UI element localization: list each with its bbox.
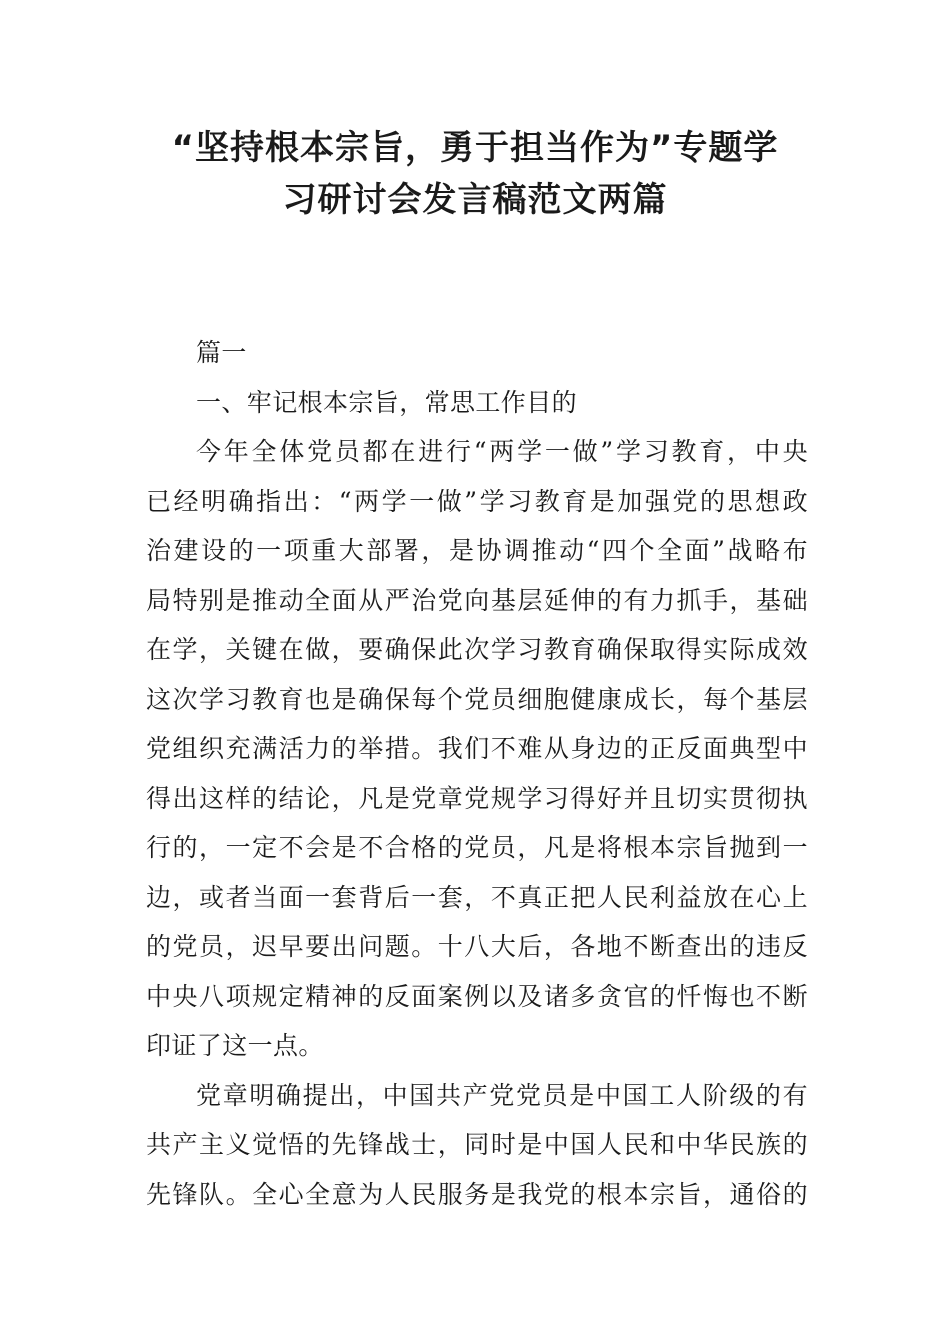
paragraph-line: 在学，关键在做，要确保此次学习教育确保取得实际成效 — [146, 635, 808, 664]
paragraph-line: 已经明确指出：“两学一做”学习教育是加强党的思想政 — [146, 486, 808, 516]
paragraph-line: 今年全体党员都在进行“两学一做”学习教育，中央 — [196, 437, 808, 466]
paragraph-line: 这次学习教育也是确保每个党员细胞健康成长，每个基层 — [146, 684, 808, 714]
document-title — [140, 122, 810, 226]
paragraph-line: 局特别是推动全面从严治党向基层延伸的有力抓手，基础 — [146, 585, 808, 615]
paragraph-1 — [146, 427, 808, 1071]
paragraph-line: 党章明确提出，中国共产党党员是中国工人阶级的有 — [196, 1080, 808, 1110]
section-label: 篇一 — [196, 338, 247, 367]
paragraph-line: 中央八项规定精神的反面案例以及诸多贪官的忏悔也不断 — [146, 981, 808, 1011]
paragraph-line: 治建设的一项重大部署，是协调推动“四个全面”战略布 — [146, 536, 808, 565]
paragraph-line: 先锋队。全心全意为人民服务是我党的根本宗旨，通俗的 — [146, 1179, 808, 1209]
paragraph-2 — [146, 1071, 808, 1220]
paragraph-line: 得出这样的结论，凡是党章党规学习得好并且切实贯彻执 — [146, 783, 808, 813]
section-heading: 一、牢记根本宗旨，常思工作目的 — [196, 387, 578, 417]
paragraph-line: 印证了这一点。 — [146, 1031, 324, 1060]
paragraph-line: 共产主义觉悟的先锋战士，同时是中国人民和中华民族的 — [146, 1130, 808, 1159]
paragraph-line: 行的，一定不会是不合格的党员，凡是将根本宗旨抛到一 — [146, 833, 808, 862]
document-body — [146, 328, 808, 1219]
paragraph-line: 党组织充满活力的举措。我们不难从身边的正反面典型中 — [146, 734, 808, 763]
title-line: “坚持根本宗旨，勇于担当作为”专题学 — [171, 128, 779, 168]
paragraph-line: 的党员，迟早要出问题。十八大后，各地不断查出的违反 — [146, 932, 808, 961]
title-line: 习研讨会发言稿范文两篇 — [282, 180, 668, 220]
paragraph-line: 边，或者当面一套背后一套，不真正把人民利益放在心上 — [146, 882, 808, 912]
